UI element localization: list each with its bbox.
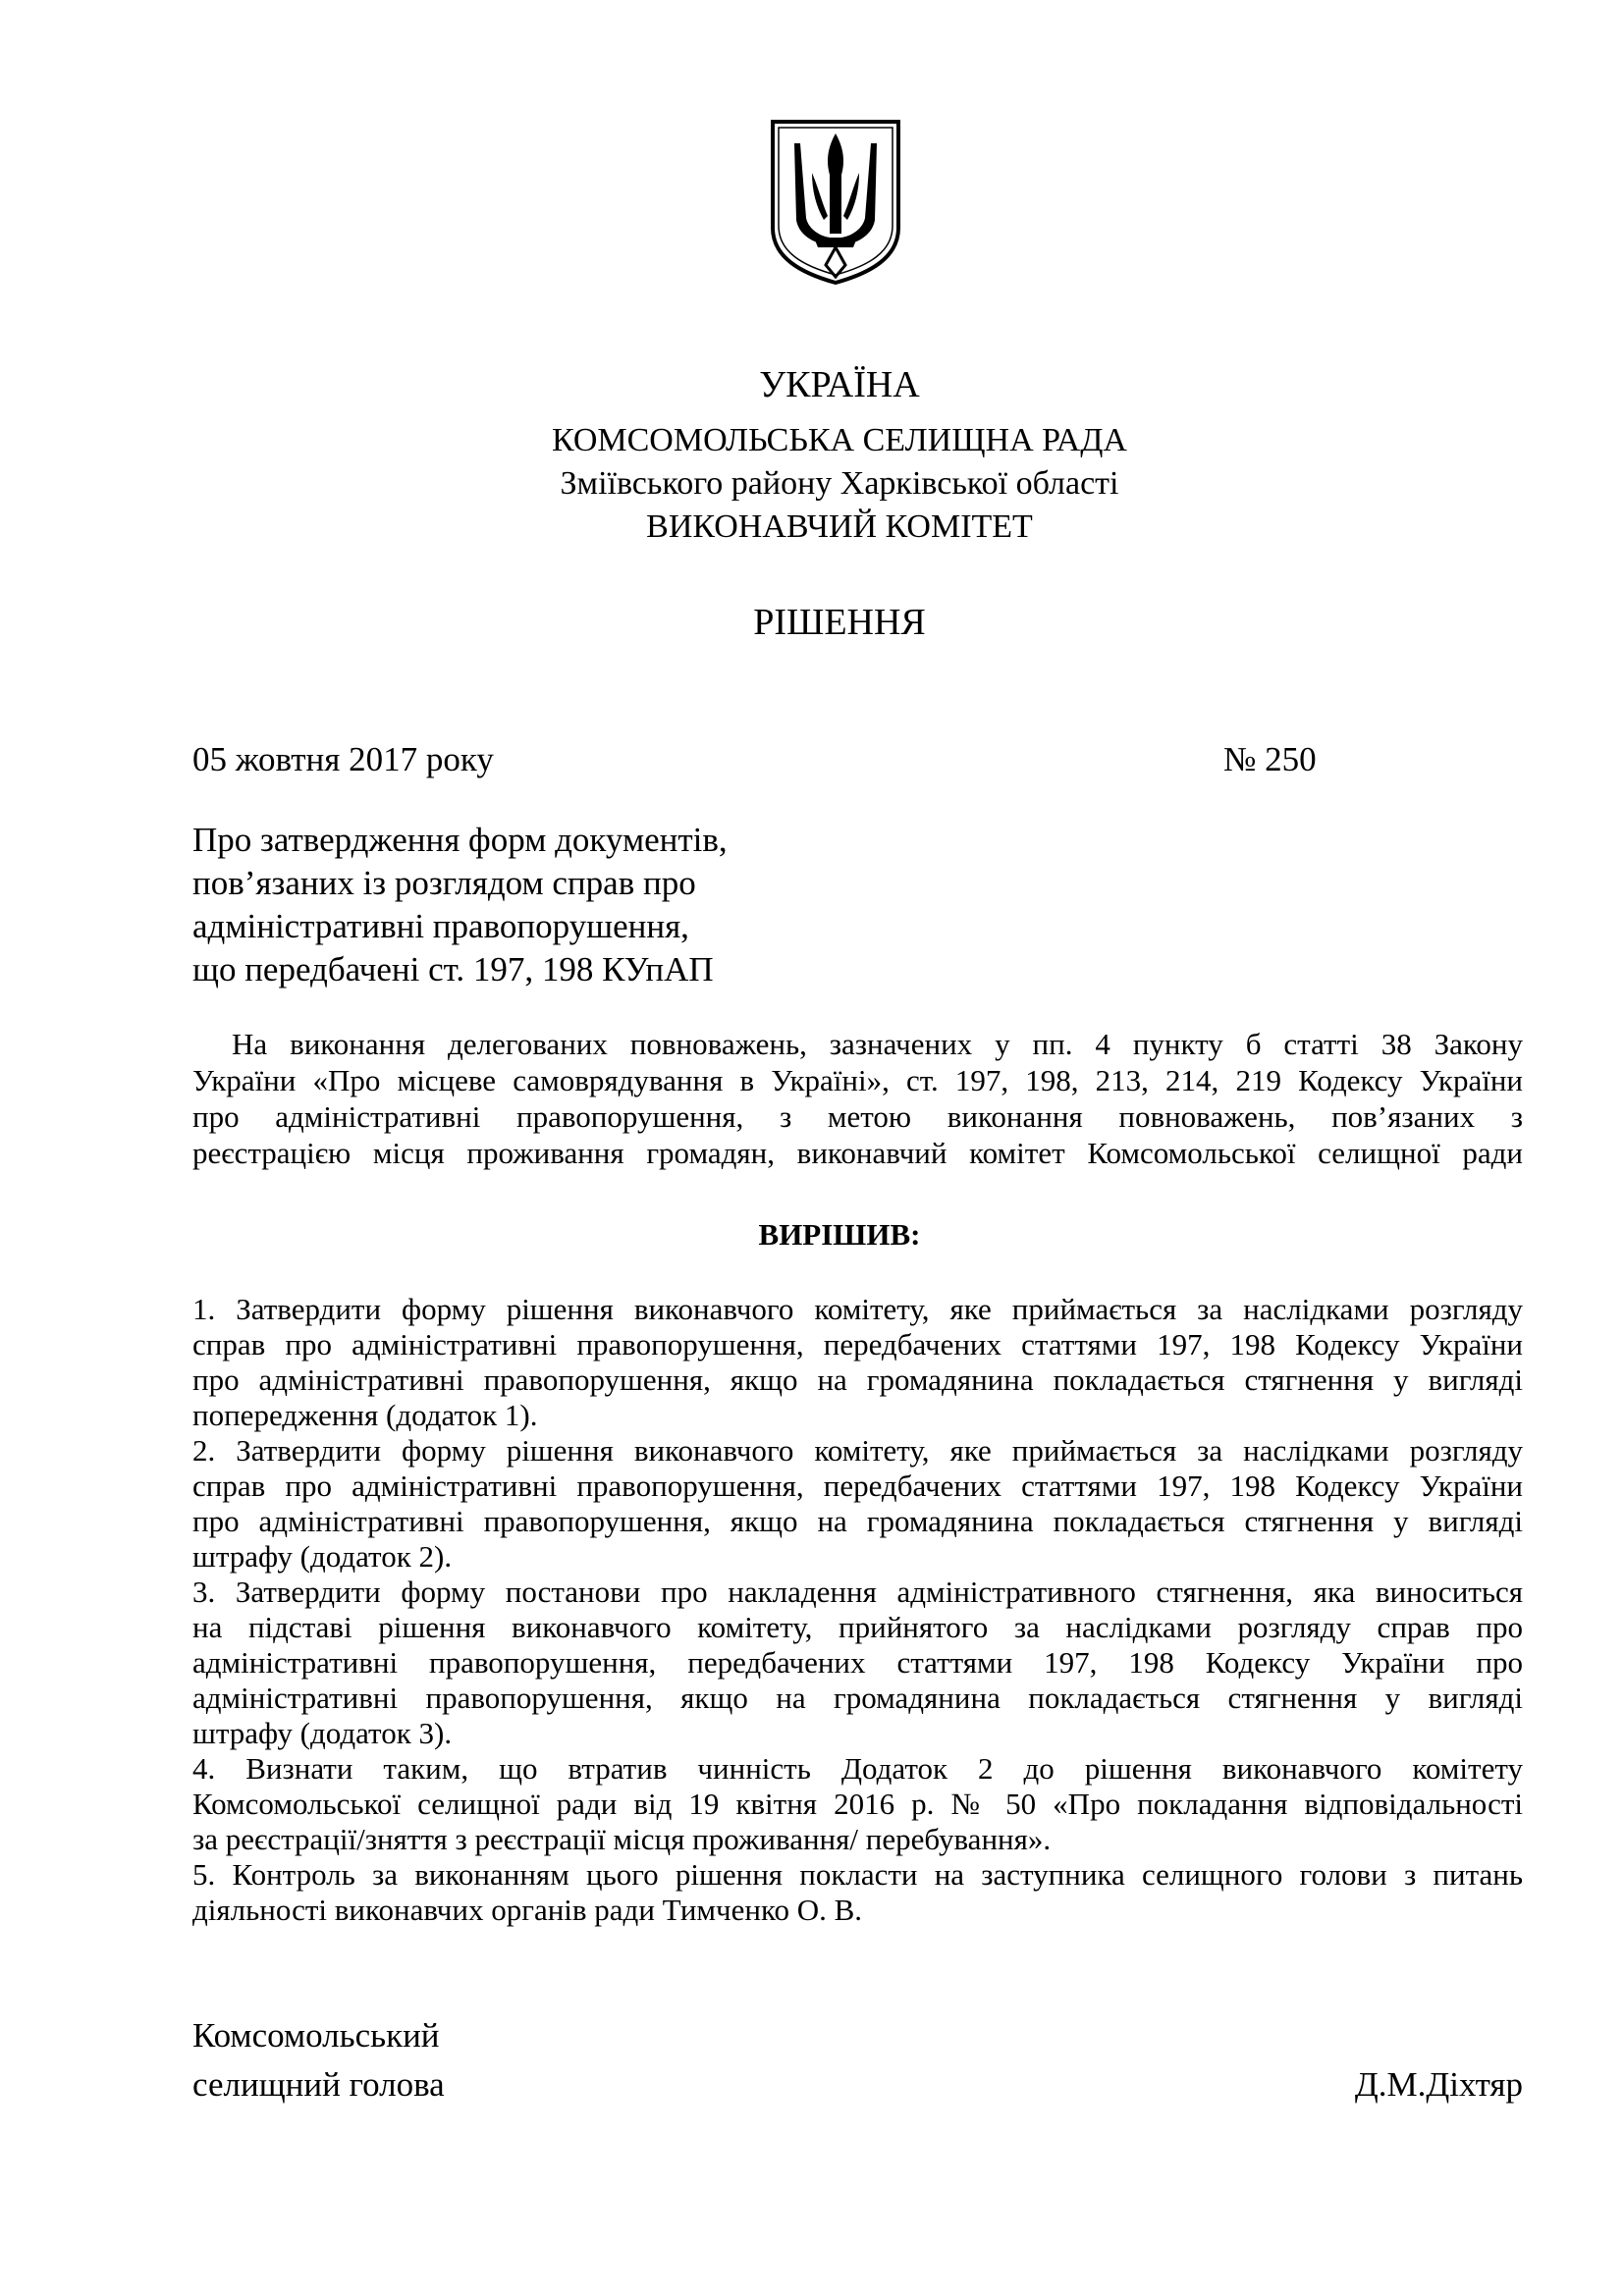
item-line: штрафу (додаток 3). [192, 1716, 453, 1750]
item-line: попередження (додаток 1). [192, 1398, 538, 1432]
item-line: справ про адміністративні правопорушення, передбачених статтями 197, 198 Кодексу України [192, 1327, 1523, 1362]
decision-number: № 250 [1223, 740, 1317, 778]
trident-coat-of-arms-icon [769, 118, 902, 287]
item-line: про адміністративні правопорушення, якщо на громадянина покладається стягнення у вигляді [192, 1504, 1523, 1538]
subject-line: адміністративні правопорушення, [192, 907, 689, 945]
item-line: за реєстрації/зняття з реєстрації місця проживання/ перебування». [192, 1822, 1052, 1856]
country-title: УКРАЇНА [759, 364, 920, 405]
district-name: Зміївського району Харківської області [560, 465, 1119, 502]
council-name: КОМСОМОЛЬСЬКА СЕЛИЩНА РАДА [552, 422, 1127, 458]
item-line: адміністративні правопорушення, якщо на громадянина покладається стягнення у вигляді [192, 1681, 1523, 1715]
subject-line: що передбачені ст. 197, 198 КУпАП [192, 950, 714, 988]
document-type-title: РІШЕННЯ [753, 602, 926, 643]
preamble-line: реєстрацією місця проживання громадян, виконавчий комітет Комсомольської селищної ради [192, 1136, 1523, 1170]
item-line: 4. Визнати таким, що втратив чинність Додаток 2 до рішення виконавчого комітету [192, 1751, 1523, 1786]
item-line: штрафу (додаток 2). [192, 1539, 453, 1574]
signatory-position: Комсомольський [192, 2016, 440, 2055]
decision-date: 05 жовтня 2017 року [192, 740, 494, 778]
preamble-line: України «Про місцеве самоврядування в Україні», ст. 197, 198, 213, 214, 219 Кодексу України [192, 1063, 1523, 1097]
decided-heading: ВИРІШИВ: [758, 1217, 921, 1252]
item-line: Комсомольської селищної ради від 19 квітня 2016 р. № 50 «Про покладання відповідальності [192, 1787, 1523, 1821]
item-line: діяльності виконавчих органів ради Тимченко О. В. [192, 1893, 863, 1927]
preamble-line: На виконання делегованих повноважень, зазначених у пп. 4 пункту б статті 38 Закону [232, 1027, 1523, 1061]
item-line: на підставі рішення виконавчого комітету, прийнятого за наслідками розгляду справ про [192, 1610, 1523, 1644]
signatory-name: Д.М.Діхтяр [1354, 2065, 1523, 2104]
item-line: адміністративні правопорушення, передбачених статтями 197, 198 Кодексу України про [192, 1645, 1523, 1680]
committee-name: ВИКОНАВЧИЙ КОМІТЕТ [646, 508, 1033, 545]
item-line: 1. Затвердити форму рішення виконавчого комітету, яке приймається за наслідками розгляду [192, 1292, 1523, 1326]
item-line: 3. Затвердити форму постанови про накладення адміністративного стягнення, яка виноситься [192, 1575, 1523, 1609]
item-line: 2. Затвердити форму рішення виконавчого комітету, яке приймається за наслідками розгляду [192, 1433, 1523, 1468]
item-line: справ про адміністративні правопорушення, передбачених статтями 197, 198 Кодексу України [192, 1468, 1523, 1503]
item-line: 5. Контроль за виконанням цього рішення покласти на заступника селищного голови з питань [192, 1857, 1523, 1892]
signatory-position: селищний голова [192, 2065, 445, 2104]
subject-line: пов’язаних із розглядом справ про [192, 864, 696, 902]
subject-line: Про затвердження форм документів, [192, 821, 728, 859]
preamble-line: про адміністративні правопорушення, з метою виконання повноважень, пов’язаних з [192, 1099, 1523, 1134]
item-line: про адміністративні правопорушення, якщо на громадянина покладається стягнення у вигляді [192, 1362, 1523, 1397]
